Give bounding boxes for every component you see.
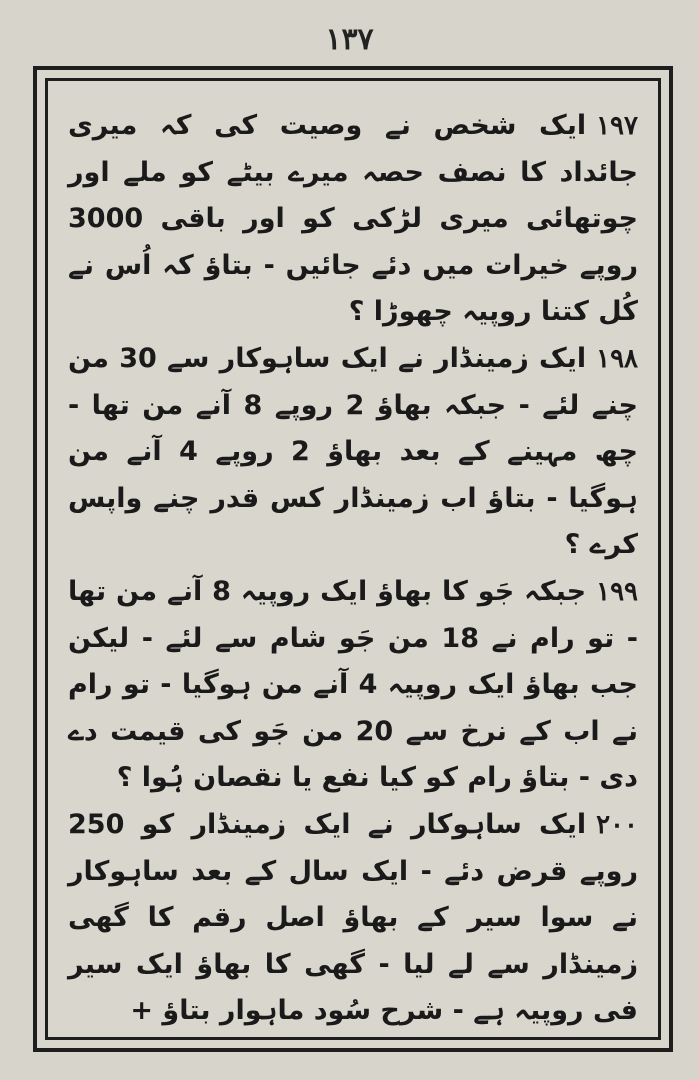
problem-number: ۲۰۰ bbox=[596, 809, 638, 840]
problem-text: ایک شخص نے وصیت کی کہ میری جائداد کا نصف حصہ میرے بیٹے کو ملے اور چوتھائی میری لڑکی کو اور باقی 3000 روپے خیرات میں دئے جائیں - بتاؤ کہ اُس نے کُل کتنا روپیہ چھوڑا ؟ bbox=[68, 110, 638, 328]
problem-text: ایک ساہوکار نے ایک زمینڈار کو 250 روپے قرض دئے - ایک سال کے بعد ساہوکار نے سوا سیر کے بھاؤ اصل رقم کا گھی زمینڈار سے لے لیا - گھی کا بھاؤ ایک سیر فی روپیہ ہے - شرح سُود ماہوار بتاؤ + bbox=[68, 808, 638, 1027]
problem-text: ایک زمینڈار نے ایک ساہوکار سے 30 من چنے لئے - جبکہ بھاؤ 2 روپے 8 آنے من تھا - چھ مہینے کے بعد بھاؤ 2 روپے 4 آنے من ہوگیا - بتاؤ اب زمینڈار کس قدر چنے واپس کرے ؟ bbox=[68, 342, 638, 561]
problem-number: ۱۹۷ bbox=[596, 111, 638, 141]
problem-200 bbox=[68, 802, 638, 1035]
problem-199 bbox=[68, 569, 638, 802]
problem-number: ۱۹۹ bbox=[596, 576, 639, 607]
problem-198 bbox=[68, 336, 638, 569]
page-number: ۱۳۷ bbox=[325, 22, 374, 57]
problem-number: ۱۹۸ bbox=[596, 343, 639, 374]
problem-text: جبکہ جَو کا بھاؤ ایک روپیہ 8 آنے من تھا - تو رام نے 18 من جَو شام سے لئے - لیکن جب بھاؤ ایک روپیہ 4 آنے من ہوگیا - تو رام نے اب کے نرخ سے 20 من جَو کی قیمت دے دی - بتاؤ رام کو کیا نفع یا نقصان ہُوا ؟ bbox=[68, 575, 638, 794]
inner-border bbox=[45, 78, 661, 1040]
outer-border bbox=[33, 66, 673, 1052]
problem-197 bbox=[68, 103, 638, 336]
problem-list bbox=[68, 103, 638, 1035]
